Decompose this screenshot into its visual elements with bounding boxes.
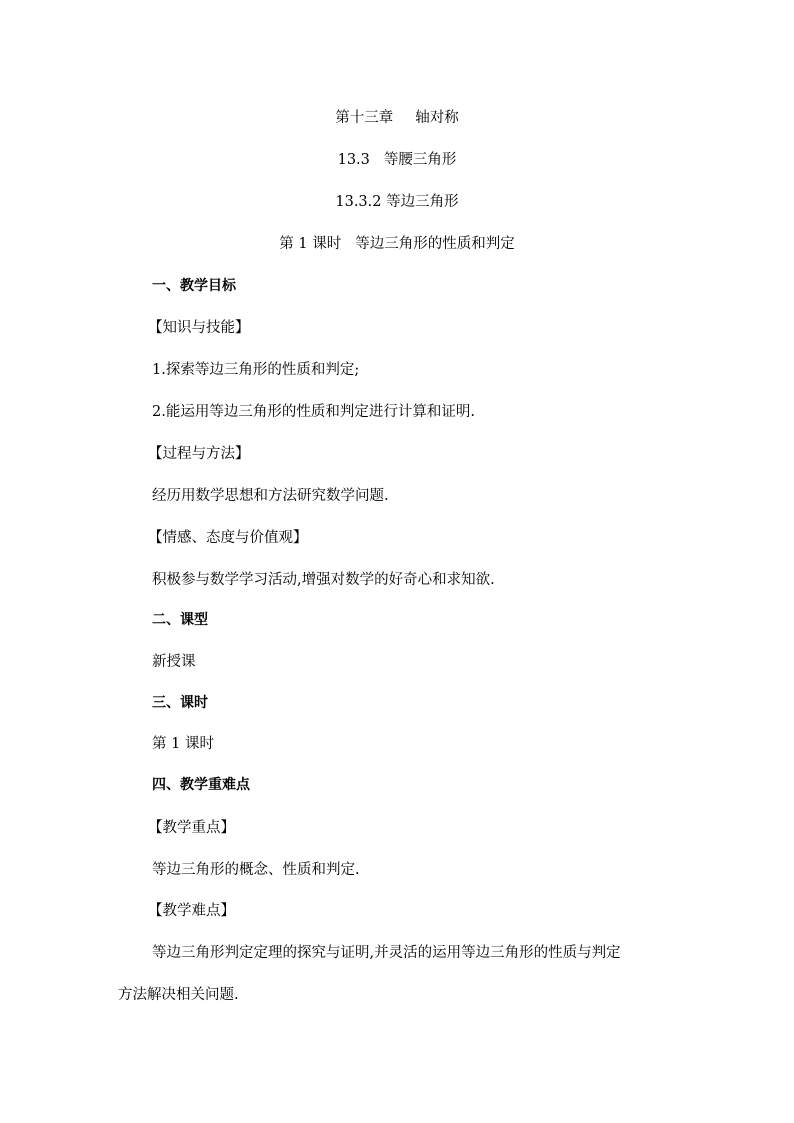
type-heading: 二、课型 — [152, 612, 208, 628]
key-points-heading: 四、教学重难点 — [152, 777, 250, 793]
focus-text: 等边三角形的概念、性质和判定. — [152, 862, 360, 878]
subsection-heading: 13.3.2 等边三角形 — [335, 194, 459, 210]
chapter-heading — [0, 108, 794, 128]
focus-heading: 【教学重点】 — [148, 820, 235, 836]
difficulty-text-line-2: 方法解决相关问题. — [118, 987, 239, 1003]
process-text: 经历用数学思想和方法研究数学问题. — [152, 488, 389, 504]
difficulty-text-line-1: 等边三角形判定定理的探究与证明,并灵活的运用等边三角形的性质与判定 — [152, 945, 621, 961]
section-heading — [0, 150, 794, 170]
hours-text: 第 1 课时 — [152, 736, 214, 752]
lesson-heading — [0, 234, 794, 254]
knowledge-item-2: 2.能运用等边三角形的性质和判定进行计算和证明. — [152, 404, 475, 420]
chapter-number: 第十三章 — [335, 110, 394, 126]
emotion-text: 积极参与数学学习活动,增强对数学的好奇心和求知欲. — [152, 572, 495, 588]
section-title: 等腰三角形 — [383, 152, 457, 168]
section-number: 13.3 — [337, 152, 370, 168]
hours-heading: 三、课时 — [152, 695, 208, 711]
difficulty-heading: 【教学难点】 — [148, 903, 235, 919]
lesson-number: 第 1 课时 — [279, 236, 342, 252]
emotion-heading: 【情感、态度与价值观】 — [148, 530, 308, 546]
process-heading: 【过程与方法】 — [148, 446, 250, 462]
type-text: 新授课 — [152, 654, 196, 670]
knowledge-item-1: 1.探索等边三角形的性质和判定; — [152, 362, 360, 378]
knowledge-heading: 【知识与技能】 — [148, 320, 250, 336]
chapter-title: 轴对称 — [415, 110, 459, 126]
goals-heading: 一、教学目标 — [152, 278, 236, 294]
lesson-title: 等边三角形的性质和判定 — [355, 236, 515, 252]
